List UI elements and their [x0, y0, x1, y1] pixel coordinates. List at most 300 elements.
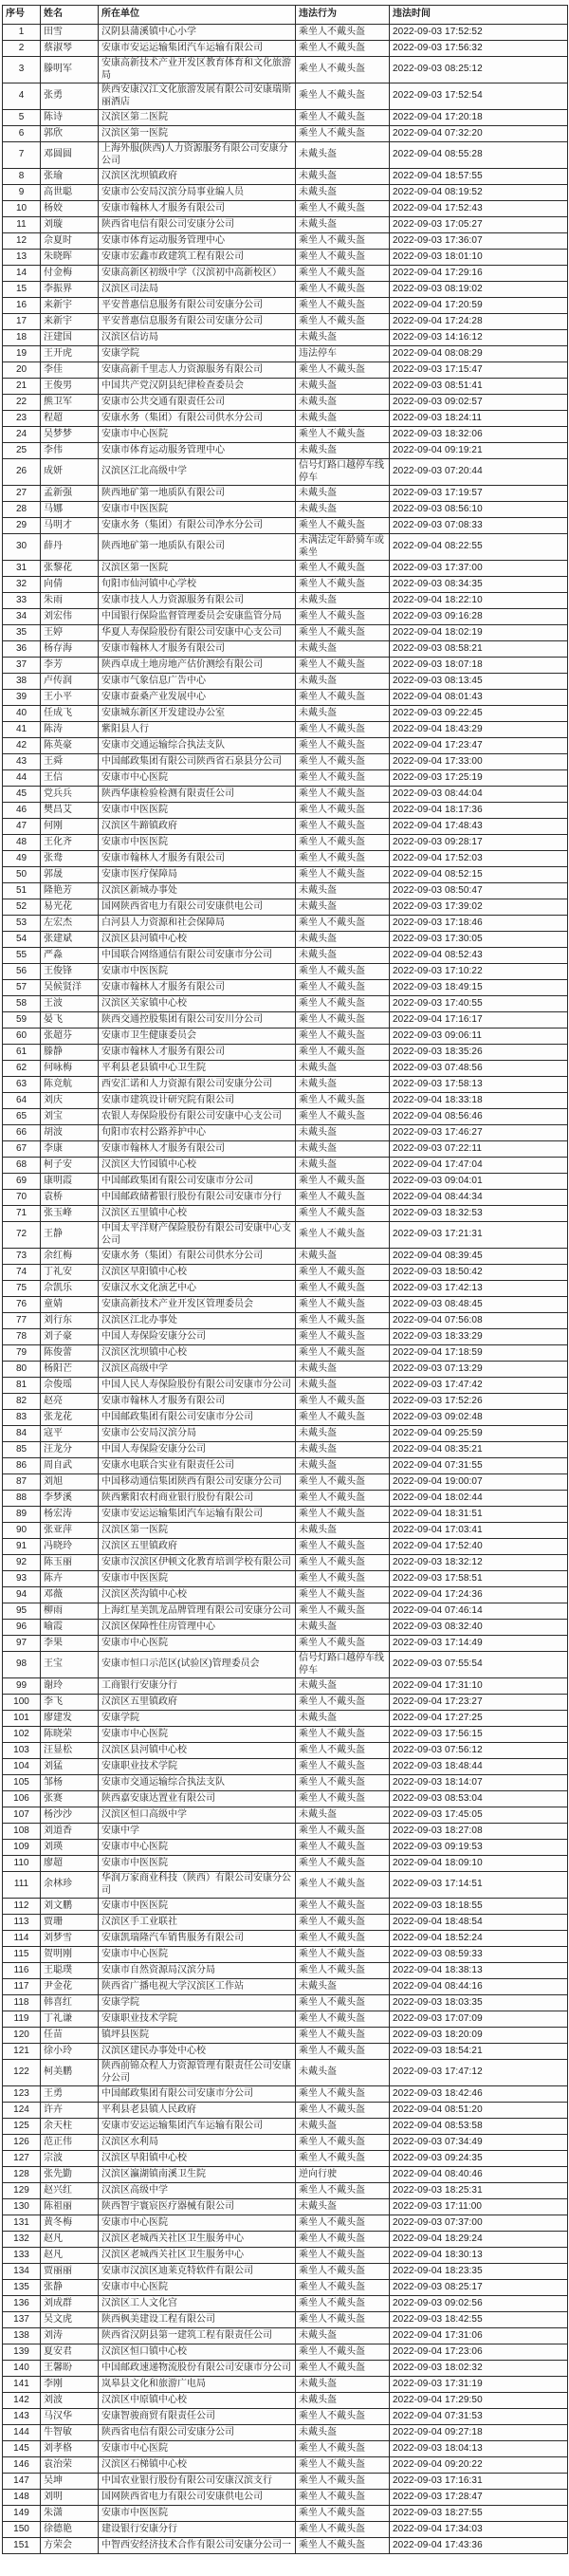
cell-time: 2022-09-04 18:57:55 [390, 169, 568, 185]
cell-unit: 旬阳市农村公路养护中心 [99, 1125, 296, 1141]
cell-serial: 133 [3, 2248, 41, 2264]
cell-unit: 中国联合网络通信有限公司安康市分公司 [99, 948, 296, 964]
cell-unit: 安康水务（集团）有限公司净水分公司 [99, 518, 296, 534]
table-row [3, 1507, 568, 1523]
table-row [3, 201, 568, 217]
cell-violation: 未戴头盔 [296, 2425, 390, 2441]
cell-name: 徐德艳 [41, 2522, 99, 2538]
cell-unit: 安康市翰林人才服务有限公司 [99, 980, 296, 996]
cell-unit: 汉滨区早阳镇中心校 [99, 2151, 296, 2167]
cell-serial: 75 [3, 1281, 41, 1297]
cell-serial: 86 [3, 1458, 41, 1474]
cell-name: 高世聪 [41, 185, 99, 201]
cell-time: 2022-09-03 07:37:00 [390, 2215, 568, 2232]
cell-unit: 汉滨区茨沟镇中心校 [99, 1587, 296, 1603]
cell-time: 2022-09-04 17:47:04 [390, 1158, 568, 1174]
cell-serial: 144 [3, 2425, 41, 2441]
cell-serial: 124 [3, 2103, 41, 2119]
cell-time: 2022-09-04 17:23:06 [390, 2344, 568, 2361]
cell-serial: 102 [3, 1727, 41, 1743]
cell-name: 李佳 [41, 362, 99, 379]
cell-violation: 乘坐人不戴头盔 [296, 658, 390, 674]
cell-violation: 乘坐人不戴头盔 [296, 754, 390, 770]
table-row [3, 1824, 568, 1840]
cell-unit: 国网陕西省电力有限公司安康供电公司 [99, 899, 296, 916]
cell-time: 2022-09-03 08:25:12 [390, 57, 568, 83]
cell-serial: 12 [3, 233, 41, 250]
table-row [3, 1979, 568, 1995]
cell-unit: 安康市翰林人才服务有限公司 [99, 851, 296, 867]
cell-name: 付金梅 [41, 266, 99, 282]
cell-violation: 乘坐人不戴头盔 [296, 2086, 390, 2103]
cell-serial: 40 [3, 706, 41, 722]
table-row [3, 1426, 568, 1442]
table-row [3, 2361, 568, 2377]
cell-serial: 126 [3, 2135, 41, 2151]
cell-unit: 安康市翰林人才服务有限公司 [99, 201, 296, 217]
cell-serial: 91 [3, 1539, 41, 1555]
cell-unit: 安康凯瑞隆汽车销售服务有限公司 [99, 1931, 296, 1947]
cell-time: 2022-09-03 17:36:07 [390, 233, 568, 250]
cell-unit: 汉滨区老城西关社区卫生服务中心 [99, 2232, 296, 2248]
cell-serial: 122 [3, 2060, 41, 2086]
cell-name: 马娜 [41, 502, 99, 518]
cell-serial: 131 [3, 2215, 41, 2232]
cell-time: 2022-09-03 08:19:02 [390, 282, 568, 298]
cell-serial: 81 [3, 1378, 41, 1394]
cell-time: 2022-09-04 17:52:03 [390, 851, 568, 867]
cell-name: 程超 [41, 411, 99, 427]
cell-time: 2022-09-04 18:23:35 [390, 2264, 568, 2280]
table-row [3, 561, 568, 577]
cell-unit: 安康市中心医院 [99, 1947, 296, 1963]
cell-time: 2022-09-03 17:37:00 [390, 561, 568, 577]
table-row [3, 1775, 568, 1791]
cell-time: 2022-09-03 07:55:54 [390, 1652, 568, 1678]
cell-violation: 乘坐人不戴头盔 [296, 2232, 390, 2248]
cell-time: 2022-09-04 07:31:53 [390, 2409, 568, 2425]
cell-name: 袁桥 [41, 1190, 99, 1206]
table-row [3, 916, 568, 932]
cell-violation: 未戴头盔 [296, 2199, 390, 2215]
cell-violation: 乘坐人不戴头盔 [296, 1947, 390, 1963]
cell-serial: 37 [3, 658, 41, 674]
cell-unit: 中国农业银行股份有限公司安康汉滨支行 [99, 2474, 296, 2490]
table-row [3, 1963, 568, 1979]
cell-violation: 乘坐人不戴头盔 [296, 1313, 390, 1329]
table-row [3, 1555, 568, 1571]
cell-violation: 未戴头盔 [296, 1807, 390, 1824]
table-row [3, 2119, 568, 2135]
cell-unit: 安康市中医医院 [99, 2506, 296, 2522]
table-row [3, 2441, 568, 2457]
cell-time: 2022-09-04 07:31:55 [390, 1458, 568, 1474]
table-row [3, 754, 568, 770]
cell-time: 2022-09-04 09:20:22 [390, 2457, 568, 2474]
cell-time: 2022-09-04 17:03:41 [390, 1523, 568, 1539]
table-row [3, 1442, 568, 1458]
cell-name: 郭晟 [41, 867, 99, 883]
cell-violation: 未戴头盔 [296, 1125, 390, 1141]
cell-name: 谢玲 [41, 1678, 99, 1695]
cell-unit: 上海红星美凯龙品牌管理有限公司安康分公司 [99, 1603, 296, 1620]
table-row [3, 1711, 568, 1727]
cell-unit: 安康职业技术学院 [99, 2011, 296, 2028]
cell-violation: 乘坐人不戴头盔 [296, 1093, 390, 1109]
violations-table [2, 5, 568, 2554]
cell-unit: 汉滨区工人文化宫 [99, 2296, 296, 2312]
cell-time: 2022-09-03 08:25:17 [390, 2280, 568, 2296]
cell-violation: 乘坐人不戴头盔 [296, 2538, 390, 2554]
cell-violation: 未戴头盔 [296, 1077, 390, 1093]
cell-serial: 76 [3, 1297, 41, 1313]
cell-time: 2022-09-03 09:24:35 [390, 2151, 568, 2167]
table-row [3, 851, 568, 867]
cell-unit: 安康市中医医院 [99, 964, 296, 980]
cell-time: 2022-09-03 08:58:21 [390, 641, 568, 658]
cell-violation: 乘坐人不戴头盔 [296, 2296, 390, 2312]
cell-serial: 138 [3, 2328, 41, 2344]
cell-unit: 汉滨区司法局 [99, 282, 296, 298]
cell-name: 范正伟 [41, 2135, 99, 2151]
cell-violation: 乘坐人不戴头盔 [296, 2361, 390, 2377]
cell-name: 汪龙分 [41, 1442, 99, 1458]
cell-time: 2022-09-04 17:24:36 [390, 1587, 568, 1603]
cell-violation: 乘坐人不戴头盔 [296, 738, 390, 754]
column-header-unit: 所在单位 [99, 6, 296, 25]
table-row [3, 217, 568, 233]
table-row [3, 1206, 568, 1222]
cell-unit: 汉滨区恒口镇中心校 [99, 2344, 296, 2361]
cell-name: 刘璇 [41, 217, 99, 233]
cell-serial: 57 [3, 980, 41, 996]
cell-violation: 乘坐人不戴头盔 [296, 1791, 390, 1807]
cell-name: 方荣会 [41, 2538, 99, 2554]
table-row [3, 883, 568, 899]
table-row [3, 2312, 568, 2328]
cell-violation: 未戴头盔 [296, 2377, 390, 2393]
cell-name: 袁治荣 [41, 2457, 99, 2474]
cell-time: 2022-09-03 17:07:09 [390, 2011, 568, 2028]
cell-serial: 64 [3, 1093, 41, 1109]
cell-unit: 汉滨区五里镇政府 [99, 1695, 296, 1711]
cell-violation: 乘坐人不戴头盔 [296, 2474, 390, 2490]
cell-name: 刘孝格 [41, 2441, 99, 2457]
cell-serial: 148 [3, 2490, 41, 2506]
cell-name: 易光花 [41, 899, 99, 916]
cell-serial: 89 [3, 1507, 41, 1523]
cell-time: 2022-09-03 07:08:33 [390, 518, 568, 534]
cell-violation: 乘坐人不戴头盔 [296, 233, 390, 250]
table-row [3, 1491, 568, 1507]
cell-unit: 汉滨区水利局 [99, 2135, 296, 2151]
cell-serial: 141 [3, 2377, 41, 2393]
cell-name: 王勇 [41, 2086, 99, 2103]
table-row [3, 1474, 568, 1491]
cell-name: 尹金花 [41, 1979, 99, 1995]
cell-name: 陈涛 [41, 722, 99, 738]
cell-unit: 中智西安经济技术合作有限公司安康分公司一 [99, 2538, 296, 2554]
cell-unit: 中国邮政集团有限公司安康市分公司 [99, 2086, 296, 2103]
cell-violation: 乘坐人不戴头盔 [296, 2441, 390, 2457]
cell-name: 任成飞 [41, 706, 99, 722]
cell-violation: 乘坐人不戴头盔 [296, 1491, 390, 1507]
cell-unit: 安康汉水文化演艺中心 [99, 1281, 296, 1297]
table-row [3, 2328, 568, 2344]
cell-unit: 陕西省电信有限公司安康分公司 [99, 217, 296, 233]
cell-serial: 46 [3, 803, 41, 819]
table-row [3, 867, 568, 883]
table-row [3, 502, 568, 518]
cell-unit: 安康市中医医院 [99, 835, 296, 851]
cell-serial: 84 [3, 1426, 41, 1442]
table-row [3, 1947, 568, 1963]
cell-time: 2022-09-03 17:52:52 [390, 25, 568, 41]
cell-name: 柯美鹏 [41, 2060, 99, 2086]
cell-time: 2022-09-03 17:30:05 [390, 932, 568, 948]
table-row [3, 379, 568, 395]
cell-unit: 安康市中医医院 [99, 1571, 296, 1587]
cell-violation: 乘坐人不戴头盔 [296, 201, 390, 217]
cell-serial: 13 [3, 250, 41, 266]
cell-name: 刘波 [41, 2393, 99, 2409]
cell-name: 康明霞 [41, 1174, 99, 1190]
cell-serial: 54 [3, 932, 41, 948]
cell-time: 2022-09-04 18:29:24 [390, 2232, 568, 2248]
table-row [3, 1410, 568, 1426]
cell-violation: 未戴头盔 [296, 1362, 390, 1378]
table-row [3, 2296, 568, 2312]
cell-violation: 未戴头盔 [296, 502, 390, 518]
cell-serial: 128 [3, 2167, 41, 2183]
cell-serial: 96 [3, 1620, 41, 1636]
cell-violation: 未戴头盔 [296, 1249, 390, 1265]
cell-name: 李果 [41, 1636, 99, 1652]
cell-name: 王开虎 [41, 346, 99, 362]
cell-unit: 汉滨区第二医院 [99, 110, 296, 126]
cell-name: 刘子豪 [41, 1329, 99, 1345]
cell-serial: 95 [3, 1603, 41, 1620]
table-row [3, 899, 568, 916]
cell-unit: 岚皋县文化和旅游广电局 [99, 2377, 296, 2393]
cell-unit: 安康市公安局汉滨分局 [99, 1426, 296, 1442]
cell-name: 张静 [41, 2280, 99, 2296]
cell-unit: 西安汇诺和人力资源有限公司安康分公司 [99, 1077, 296, 1093]
table-row [3, 459, 568, 486]
cell-time: 2022-09-04 18:52:24 [390, 1931, 568, 1947]
cell-name: 张赛 [41, 1791, 99, 1807]
cell-name: 田雪 [41, 25, 99, 41]
cell-serial: 50 [3, 867, 41, 883]
cell-name: 杨宏涛 [41, 1507, 99, 1523]
cell-unit: 陕西卓成土地房地产估价测绘有限公司 [99, 658, 296, 674]
cell-unit: 陕西省广播电视大学汉滨区工作站 [99, 1979, 296, 1995]
cell-name: 朱晓晖 [41, 250, 99, 266]
cell-name: 晏飞 [41, 1012, 99, 1029]
cell-serial: 119 [3, 2011, 41, 2028]
cell-violation: 乘坐人不戴头盔 [296, 2409, 390, 2425]
cell-name: 汪建国 [41, 330, 99, 346]
cell-serial: 134 [3, 2264, 41, 2280]
table-row [3, 1807, 568, 1824]
cell-serial: 39 [3, 690, 41, 706]
table-row [3, 2538, 568, 2554]
cell-serial: 70 [3, 1190, 41, 1206]
cell-time: 2022-09-03 18:54:21 [390, 2044, 568, 2060]
cell-unit: 安康市蚕桑产业发展中心 [99, 690, 296, 706]
cell-violation: 乘坐人不戴头盔 [296, 518, 390, 534]
cell-name: 张亚萍 [41, 1523, 99, 1539]
table-row [3, 1190, 568, 1206]
cell-unit: 安康市建筑设计研究院有限公司 [99, 1093, 296, 1109]
table-row [3, 41, 568, 57]
cell-time: 2022-09-03 18:04:13 [390, 2441, 568, 2457]
cell-serial: 31 [3, 561, 41, 577]
cell-unit: 安康市气象信息广告中心 [99, 674, 296, 690]
cell-serial: 48 [3, 835, 41, 851]
table-row [3, 346, 568, 362]
cell-violation: 乘坐人不戴头盔 [296, 1963, 390, 1979]
cell-name: 贾丽丽 [41, 2264, 99, 2280]
table-row [3, 1840, 568, 1856]
table-row [3, 2135, 568, 2151]
cell-serial: 116 [3, 1963, 41, 1979]
cell-time: 2022-09-03 17:52:26 [390, 1394, 568, 1410]
cell-unit: 汉滨区五里镇中心校 [99, 1206, 296, 1222]
table-row [3, 1249, 568, 1265]
cell-time: 2022-09-03 18:32:53 [390, 1206, 568, 1222]
cell-violation: 乘坐人不戴头盔 [296, 1029, 390, 1045]
cell-serial: 113 [3, 1915, 41, 1931]
cell-name: 杨沙沙 [41, 1807, 99, 1824]
cell-name: 滕明军 [41, 57, 99, 83]
cell-time: 2022-09-03 17:58:51 [390, 1571, 568, 1587]
cell-time: 2022-09-03 09:02:56 [390, 2296, 568, 2312]
cell-serial: 27 [3, 486, 41, 502]
cell-unit: 陕西枫美建设工程有限公司 [99, 2312, 296, 2328]
cell-violation: 乘坐人不戴头盔 [296, 2011, 390, 2028]
cell-time: 2022-09-03 17:19:57 [390, 486, 568, 502]
cell-name: 贺明刚 [41, 1947, 99, 1963]
cell-violation: 乘坐人不戴头盔 [296, 1743, 390, 1759]
cell-name: 邓薇 [41, 1587, 99, 1603]
table-row [3, 1872, 568, 1899]
cell-violation: 乘坐人不戴头盔 [296, 1872, 390, 1899]
cell-violation: 未戴头盔 [296, 1158, 390, 1174]
cell-time: 2022-09-03 18:27:08 [390, 1824, 568, 1840]
table-row [3, 1743, 568, 1759]
cell-unit: 安康水务（集团）有限公司供水分公司 [99, 1249, 296, 1265]
cell-time: 2022-09-03 18:35:26 [390, 1045, 568, 1061]
cell-unit: 汉滨区信访局 [99, 330, 296, 346]
cell-unit: 平利县老县镇中心卫生院 [99, 1061, 296, 1077]
cell-serial: 137 [3, 2312, 41, 2328]
cell-time: 2022-09-04 18:02:44 [390, 1491, 568, 1507]
cell-time: 2022-09-03 18:24:11 [390, 411, 568, 427]
table-row [3, 2011, 568, 2028]
cell-name: 张瑜 [41, 169, 99, 185]
cell-violation: 乘坐人不戴头盔 [296, 126, 390, 142]
cell-name: 何刚 [41, 819, 99, 835]
cell-name: 杨阳芒 [41, 1362, 99, 1378]
cell-unit: 陕西华康检验检测有限责任公司 [99, 787, 296, 803]
cell-unit: 平利县老县镇人民政府 [99, 2103, 296, 2119]
table-row [3, 2474, 568, 2490]
cell-unit: 安康市翰林人才服务有限公司 [99, 1394, 296, 1410]
cell-time: 2022-09-03 17:39:02 [390, 899, 568, 916]
table-row [3, 1362, 568, 1378]
cell-name: 刘庆 [41, 1093, 99, 1109]
cell-violation: 乘坐人不戴头盔 [296, 1695, 390, 1711]
cell-name: 柳雨 [41, 1603, 99, 1620]
table-row [3, 2183, 568, 2199]
cell-name: 陈玉丽 [41, 1555, 99, 1571]
cell-serial: 55 [3, 948, 41, 964]
cell-serial: 16 [3, 298, 41, 314]
cell-time: 2022-09-04 08:51:20 [390, 2103, 568, 2119]
cell-name: 佘俊瑶 [41, 1378, 99, 1394]
cell-unit: 中国共产党汉阴县纪律检查委员会 [99, 379, 296, 395]
cell-serial: 136 [3, 2296, 41, 2312]
cell-name: 刘宏伟 [41, 609, 99, 625]
cell-time: 2022-09-03 17:10:22 [390, 964, 568, 980]
cell-violation: 未戴头盔 [296, 2119, 390, 2135]
table-row [3, 110, 568, 126]
cell-name: 刘道香 [41, 1824, 99, 1840]
table-row [3, 282, 568, 298]
table-row [3, 2522, 568, 2538]
cell-unit: 陕西省电信有限公司安康分公司 [99, 2425, 296, 2441]
cell-serial: 149 [3, 2506, 41, 2522]
cell-unit: 汉滨区恒口高级中学 [99, 1807, 296, 1824]
cell-violation: 未戴头盔 [296, 1061, 390, 1077]
cell-violation: 乘坐人不戴头盔 [296, 1759, 390, 1775]
cell-name: 李飞 [41, 1695, 99, 1711]
cell-time: 2022-09-04 08:08:29 [390, 346, 568, 362]
cell-name: 马明才 [41, 518, 99, 534]
cell-time: 2022-09-04 17:23:27 [390, 1695, 568, 1711]
cell-name: 王俊锋 [41, 964, 99, 980]
cell-violation: 乘坐人不戴头盔 [296, 1931, 390, 1947]
cell-name: 邹杨 [41, 1775, 99, 1791]
cell-serial: 108 [3, 1824, 41, 1840]
table-row [3, 577, 568, 593]
cell-name: 刘涛 [41, 2328, 99, 2344]
cell-name: 吴候贤洋 [41, 980, 99, 996]
cell-violation: 未戴头盔 [296, 1678, 390, 1695]
cell-violation: 乘坐人不戴头盔 [296, 1265, 390, 1281]
cell-violation: 信号灯路口越停车线停车 [296, 1652, 390, 1678]
cell-violation: 乘坐人不戴头盔 [296, 110, 390, 126]
cell-unit: 安康市自然资源局汉滨分局 [99, 1963, 296, 1979]
cell-unit: 安康市医疗保障局 [99, 867, 296, 883]
cell-serial: 8 [3, 169, 41, 185]
table-row [3, 395, 568, 411]
table-row [3, 2457, 568, 2474]
table-row [3, 2248, 568, 2264]
cell-violation: 乘坐人不戴头盔 [296, 1915, 390, 1931]
cell-violation: 未戴头盔 [296, 2060, 390, 2086]
cell-unit: 安康市汉滨区迪莱克特软件有限公司 [99, 2264, 296, 2280]
cell-serial: 49 [3, 851, 41, 867]
cell-unit: 安康高新区初级中学（汉滨初中高新校区） [99, 266, 296, 282]
cell-unit: 汉滨区县河镇中心校 [99, 1743, 296, 1759]
cell-unit: 安康市中医医院 [99, 1856, 296, 1872]
cell-unit: 汉滨区县河镇中心校 [99, 932, 296, 948]
cell-unit: 安康市翰林人才服务有限公司 [99, 641, 296, 658]
cell-name: 孟新强 [41, 486, 99, 502]
table-header-row [3, 6, 568, 25]
